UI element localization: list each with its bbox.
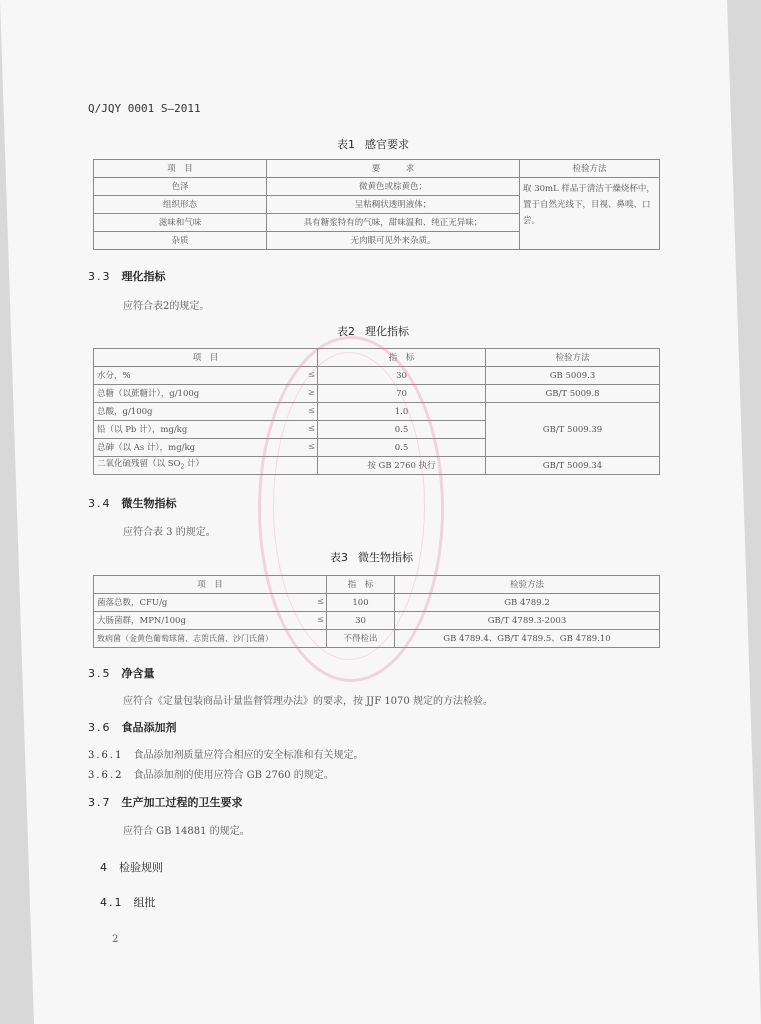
- cell-item: 杂质: [94, 232, 267, 250]
- section-number: 3.5: [88, 667, 112, 680]
- item-label: 大肠菌群，MPN/100g: [97, 615, 186, 626]
- cell-item: 滋味和气味: [94, 214, 267, 232]
- section-number: 3.4: [88, 497, 112, 510]
- clause-number: 3.6.1: [88, 750, 124, 761]
- cell-method: GB/T 5009.39: [486, 403, 660, 457]
- cell-method: GB 5009.3: [486, 367, 660, 385]
- header-method: 检验方法: [395, 576, 660, 594]
- section-heading: [88, 495, 177, 511]
- cell-item: [94, 403, 318, 421]
- header-index: 指 标: [327, 576, 395, 594]
- table-row: [94, 612, 660, 630]
- cell-value: 按 GB 2760 执行: [318, 457, 486, 475]
- table2-number: 表2: [337, 325, 355, 338]
- cell-value: 0.5: [318, 439, 486, 457]
- item-label: 总砷（以 As 计），mg/kg: [97, 442, 196, 453]
- chapter-title: 检验规则: [119, 861, 163, 874]
- cell-item: [94, 594, 327, 612]
- table-row: [94, 630, 660, 648]
- chapter-number: 4: [100, 861, 109, 874]
- sensory-table: [93, 159, 660, 250]
- section-title: 食品添加剂: [121, 721, 177, 734]
- table-row: [94, 403, 660, 421]
- clause-number: 3.6.2: [88, 770, 124, 781]
- cell-requirement: 微黄色或棕黄色；: [267, 178, 520, 196]
- cell-requirement: 具有糖浆特有的气味，甜味温和、纯正无异味；: [267, 214, 520, 232]
- item-subscript: 2: [180, 463, 185, 471]
- header-item: 项 目: [94, 160, 267, 178]
- table2-caption: [337, 323, 409, 339]
- cell-value: 100: [327, 594, 395, 612]
- section-title: 微生物指标: [121, 497, 177, 510]
- table1-title: 感官要求: [365, 138, 409, 151]
- cell-method: GB 4789.4、GB/T 4789.5、GB 4789.10: [395, 630, 660, 648]
- item-label: 总酸，g/100g: [97, 406, 153, 417]
- operator: ≤: [307, 370, 315, 380]
- cell-value: 30: [318, 367, 486, 385]
- table-row: [94, 385, 660, 403]
- header-item: 项 目: [94, 576, 327, 594]
- cell-value: 0.5: [318, 421, 486, 439]
- section-number: 3.7: [88, 796, 112, 809]
- table-row: [94, 367, 660, 385]
- cell-value: 70: [318, 385, 486, 403]
- clause-text: 食品添加剂的使用应符合 GB 2760 的规定。: [133, 770, 334, 781]
- document-code: Q/JQY 0001 S—2011: [88, 102, 201, 115]
- cell-item: [94, 367, 318, 385]
- header-index: 指 标: [318, 349, 486, 367]
- table1-caption: [337, 136, 409, 152]
- section-heading: [88, 794, 243, 810]
- clause-3-6-2: [88, 766, 334, 781]
- cell-method: GB/T 4789.3-2003: [395, 612, 660, 630]
- section-heading: [88, 665, 155, 681]
- cell-value: 不得检出: [327, 630, 395, 648]
- section-heading: [88, 719, 177, 735]
- header-requirement: 要 求: [267, 160, 520, 178]
- operator: ≤: [316, 597, 324, 607]
- cell-value: 1.0: [318, 403, 486, 421]
- operator: ≤: [307, 424, 315, 434]
- section-number: 4.1: [100, 896, 124, 909]
- chapter-heading: [100, 859, 163, 875]
- cell-item: [94, 612, 327, 630]
- header-method: 检验方法: [520, 160, 660, 178]
- table3-caption: [330, 549, 413, 565]
- cell-method: 取 30mL 样品于清洁干燥烧杯中，置于自然光线下，目视、鼻嗅、口尝。: [520, 178, 660, 250]
- operator: ≤: [307, 442, 315, 452]
- cell-method: GB/T 5009.34: [486, 457, 660, 475]
- item-label: 铅（以 Pb 计），mg/kg: [97, 424, 188, 435]
- cell-requirement: 无肉眼可见外来杂质。: [267, 232, 520, 250]
- clause-3-6-1: [88, 746, 363, 761]
- section-title: 组批: [133, 896, 156, 909]
- cell-method: GB 4789.2: [395, 594, 660, 612]
- cell-item: 组织形态: [94, 196, 267, 214]
- section-title: 净含量: [121, 667, 155, 680]
- table3-number: 表3: [330, 551, 348, 564]
- table-header-row: [94, 576, 660, 594]
- section-heading: [88, 268, 166, 284]
- table1-number: 表1: [337, 138, 355, 151]
- section-text: 应符合《定量包装商品计量监督管理办法》的要求，按 JJF 1070 规定的方法检验。: [123, 696, 493, 707]
- cell-item: [94, 457, 318, 475]
- clause-text: 食品添加剂质量应符合相应的安全标准和有关规定。: [133, 750, 364, 761]
- operator: ≤: [316, 615, 324, 625]
- cell-value: 30: [327, 612, 395, 630]
- header-item: 项 目: [94, 349, 318, 367]
- table2-title: 理化指标: [365, 325, 409, 338]
- table3-title: 微生物指标: [358, 551, 413, 564]
- table-row: [94, 178, 660, 196]
- section-text: 应符合 GB 14881 的规定。: [123, 826, 250, 837]
- table-header-row: [94, 160, 660, 178]
- section-text: 应符合表2的规定。: [123, 301, 210, 312]
- operator: ≥: [307, 388, 315, 398]
- cell-item: [94, 439, 318, 457]
- section-title: 生产加工过程的卫生要求: [121, 796, 243, 809]
- section-number: 3.6: [88, 721, 112, 734]
- table-header-row: [94, 349, 660, 367]
- item-label-end: 计）: [184, 458, 205, 469]
- header-method: 检验方法: [486, 349, 660, 367]
- section-text: 应符合表 3 的规定。: [123, 527, 216, 538]
- cell-item: [94, 385, 318, 403]
- item-label: 总糖（以蔗糖计），g/100g: [97, 388, 200, 399]
- page-number: 2: [112, 934, 119, 945]
- table-row: [94, 594, 660, 612]
- cell-item: 致病菌（金黄色葡萄球菌、志贺氏菌、沙门氏菌）: [94, 630, 327, 648]
- microbiological-table: [93, 575, 660, 648]
- table-row: [94, 457, 660, 475]
- operator: ≤: [307, 406, 315, 416]
- cell-item: [94, 421, 318, 439]
- item-label: 二氧化硫残留（以 SO: [97, 458, 181, 469]
- section-title: 理化指标: [121, 270, 166, 283]
- item-label: 菌落总数，CFU/g: [97, 597, 168, 608]
- section-number: 3.3: [88, 270, 112, 283]
- cell-method: GB/T 5009.8: [486, 385, 660, 403]
- item-label: 水分，%: [97, 370, 131, 381]
- physicochemical-table: [93, 348, 660, 475]
- cell-item: 色泽: [94, 178, 267, 196]
- section-heading: [100, 894, 156, 910]
- cell-requirement: 呈粘稠状透明液体；: [267, 196, 520, 214]
